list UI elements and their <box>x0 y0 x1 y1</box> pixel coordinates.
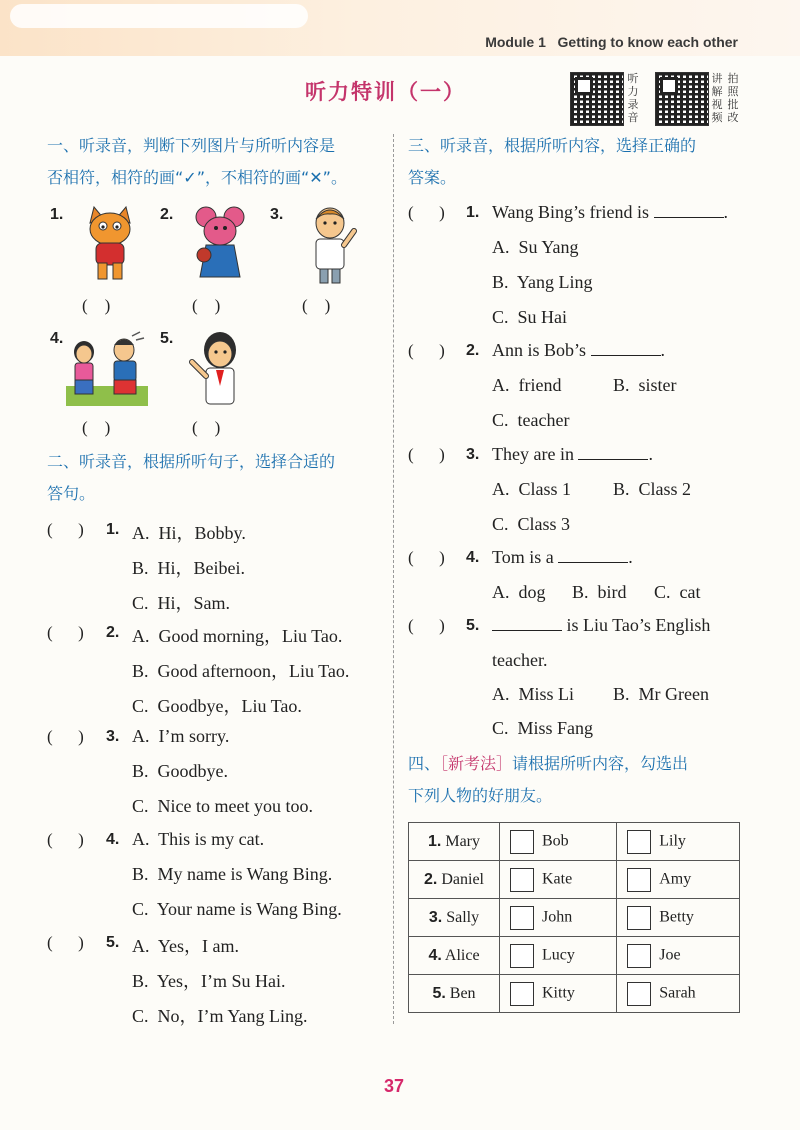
section4-title: 四、［新考法］请根据所听内容，勾选出 下列人物的好朋友。 <box>408 754 689 805</box>
answer-paren[interactable]: ( ) <box>408 548 445 567</box>
question-stem: Wang Bing’s friend is . <box>492 202 729 222</box>
question-stem: is Liu Tao’s English <box>492 615 710 636</box>
table-row <box>409 937 740 975</box>
option-b: B. Goodbye. <box>132 761 228 781</box>
friends-table <box>408 822 740 1013</box>
question-number: 1. <box>106 521 120 538</box>
table-row <box>409 975 740 1013</box>
option-b: B. Hi，Beibei. <box>132 558 245 578</box>
option-c: C. cat <box>654 582 701 602</box>
cat-character-icon <box>78 205 142 281</box>
answer-paren[interactable]: ( ) <box>47 623 84 642</box>
option-b: B. Yes，I’m Su Hai. <box>132 971 286 991</box>
mouse-character-icon <box>188 205 252 281</box>
answer-paren[interactable]: ( ) <box>47 830 84 849</box>
qr-code-icon[interactable] <box>570 72 624 126</box>
person-name: 3. Sally <box>409 899 500 937</box>
option-c: C. teacher <box>492 410 570 430</box>
answer-paren[interactable]: ( ) <box>192 418 221 437</box>
question-number: 3. <box>466 446 480 463</box>
question-number: 2. <box>106 624 120 641</box>
answer-paren[interactable]: ( ) <box>408 203 445 222</box>
option-a: A. Good morning，Liu Tao. <box>132 626 343 646</box>
two-children-icon <box>66 330 148 408</box>
page-title: 听力特训（一） <box>305 80 466 104</box>
option-a: A. Miss Li <box>492 684 575 704</box>
friend-option: Sarah <box>617 975 740 1013</box>
answer-paren[interactable]: ( ) <box>408 445 445 464</box>
option-c: C. Miss Fang <box>492 718 594 738</box>
checkbox[interactable] <box>510 830 534 854</box>
option-c: C. Class 3 <box>492 514 571 534</box>
question-stem: They are in . <box>492 444 653 464</box>
question-number: 3. <box>106 728 120 745</box>
boy-waving-icon <box>298 205 362 285</box>
answer-paren[interactable]: ( ) <box>82 296 111 315</box>
fill-blank[interactable] <box>492 616 562 631</box>
option-a: A. dog <box>492 582 546 602</box>
answer-paren[interactable]: ( ) <box>82 418 111 437</box>
friend-option: Kitty <box>500 975 617 1013</box>
option-c: C. Goodbye，Liu Tao. <box>132 696 302 716</box>
answer-paren[interactable]: ( ) <box>192 296 221 315</box>
column-divider <box>393 134 394 1024</box>
checkbox[interactable] <box>627 906 651 930</box>
table-row <box>409 899 740 937</box>
friend-option: John <box>500 899 617 937</box>
option-a: A. Su Yang <box>492 237 579 257</box>
new-method-tag: ［新考法］ <box>440 754 513 773</box>
qr-label-video: 讲 解 视 频 <box>711 72 723 124</box>
friend-option: Kate <box>500 861 617 899</box>
option-c: C. Su Hai <box>492 307 568 327</box>
section2-title: 二、听录音，根据所听句子，选择合适的 答句。 <box>47 452 336 503</box>
option-b: B. My name is Wang Bing. <box>132 864 333 884</box>
question-stem: Ann is Bob’s . <box>492 340 666 360</box>
answer-paren[interactable]: ( ) <box>408 341 445 360</box>
header-decoration <box>10 4 308 28</box>
question-number: 1. <box>466 204 480 221</box>
checkbox[interactable] <box>627 868 651 892</box>
answer-paren[interactable]: ( ) <box>47 520 84 539</box>
qr-code-icon[interactable] <box>655 72 709 126</box>
checkbox[interactable] <box>627 944 651 968</box>
checkbox[interactable] <box>510 944 534 968</box>
picture-number: 3. <box>270 206 284 223</box>
friend-option: Bob <box>500 823 617 861</box>
fill-blank[interactable] <box>654 203 724 218</box>
answer-paren[interactable]: ( ) <box>408 616 445 635</box>
friend-option: Lucy <box>500 937 617 975</box>
page-number: 37 <box>384 1076 405 1096</box>
question-stem-cont: teacher. <box>492 650 548 670</box>
question-number: 5. <box>466 617 480 634</box>
question-number: 4. <box>106 831 120 848</box>
person-name: 2. Daniel <box>409 861 500 899</box>
answer-paren[interactable]: ( ) <box>47 727 84 746</box>
girl-waving-icon <box>182 330 248 410</box>
friend-option: Lily <box>617 823 740 861</box>
option-b: B. Good afternoon，Liu Tao. <box>132 661 350 681</box>
picture-number: 5. <box>160 330 174 347</box>
question-number: 2. <box>466 342 480 359</box>
picture-number: 2. <box>160 206 174 223</box>
option-a: A. Class 1 <box>492 479 572 499</box>
question-number: 5. <box>106 934 120 951</box>
checkbox[interactable] <box>510 906 534 930</box>
table-row <box>409 823 740 861</box>
option-b: B. Class 2 <box>613 479 692 499</box>
section1-title: 一、听录音，判断下列图片与所听内容是 否相符，相符的画“✓”，不相符的画“✕”。 <box>47 136 347 187</box>
answer-paren[interactable]: ( ) <box>302 296 331 315</box>
question-stem: Tom is a . <box>492 547 633 567</box>
option-a: A. Yes，I am. <box>132 936 240 956</box>
option-b: B. bird <box>572 582 627 602</box>
checkbox[interactable] <box>510 982 534 1006</box>
question-number: 4. <box>466 549 480 566</box>
picture-number: 1. <box>50 206 64 223</box>
table-row <box>409 861 740 899</box>
option-c: C. Hi，Sam. <box>132 593 231 613</box>
checkbox[interactable] <box>627 982 651 1006</box>
checkbox[interactable] <box>510 868 534 892</box>
section3-title: 三、听录音，根据所听内容，选择正确的 答案。 <box>408 136 697 187</box>
option-a: A. This is my cat. <box>132 829 265 849</box>
option-a: A. friend <box>492 375 562 395</box>
option-c: C. Nice to meet you too. <box>132 796 313 816</box>
option-c: C. No，I’m Yang Ling. <box>132 1006 308 1026</box>
option-b: B. Yang Ling <box>492 272 593 292</box>
person-name: 4. Alice <box>409 937 500 975</box>
fill-blank[interactable] <box>591 341 661 356</box>
checkbox[interactable] <box>627 830 651 854</box>
option-a: A. Hi，Bobby. <box>132 523 246 543</box>
option-c: C. Your name is Wang Bing. <box>132 899 342 919</box>
friend-option: Amy <box>617 861 740 899</box>
person-name: 1. Mary <box>409 823 500 861</box>
option-b: B. Mr Green <box>613 684 709 704</box>
module-title: Module 1 Getting to know each other <box>485 34 738 50</box>
friend-option: Betty <box>617 899 740 937</box>
fill-blank[interactable] <box>558 548 628 563</box>
answer-paren[interactable]: ( ) <box>47 933 84 952</box>
option-a: A. I’m sorry. <box>132 726 230 746</box>
picture-number: 4. <box>50 330 64 347</box>
fill-blank[interactable] <box>578 445 648 460</box>
qr-label-listening: 听 力 录 音 <box>627 72 639 124</box>
qr-label-photo: 拍 照 批 改 <box>727 72 739 124</box>
person-name: 5. Ben <box>409 975 500 1013</box>
option-b: B. sister <box>613 375 677 395</box>
friend-option: Joe <box>617 937 740 975</box>
